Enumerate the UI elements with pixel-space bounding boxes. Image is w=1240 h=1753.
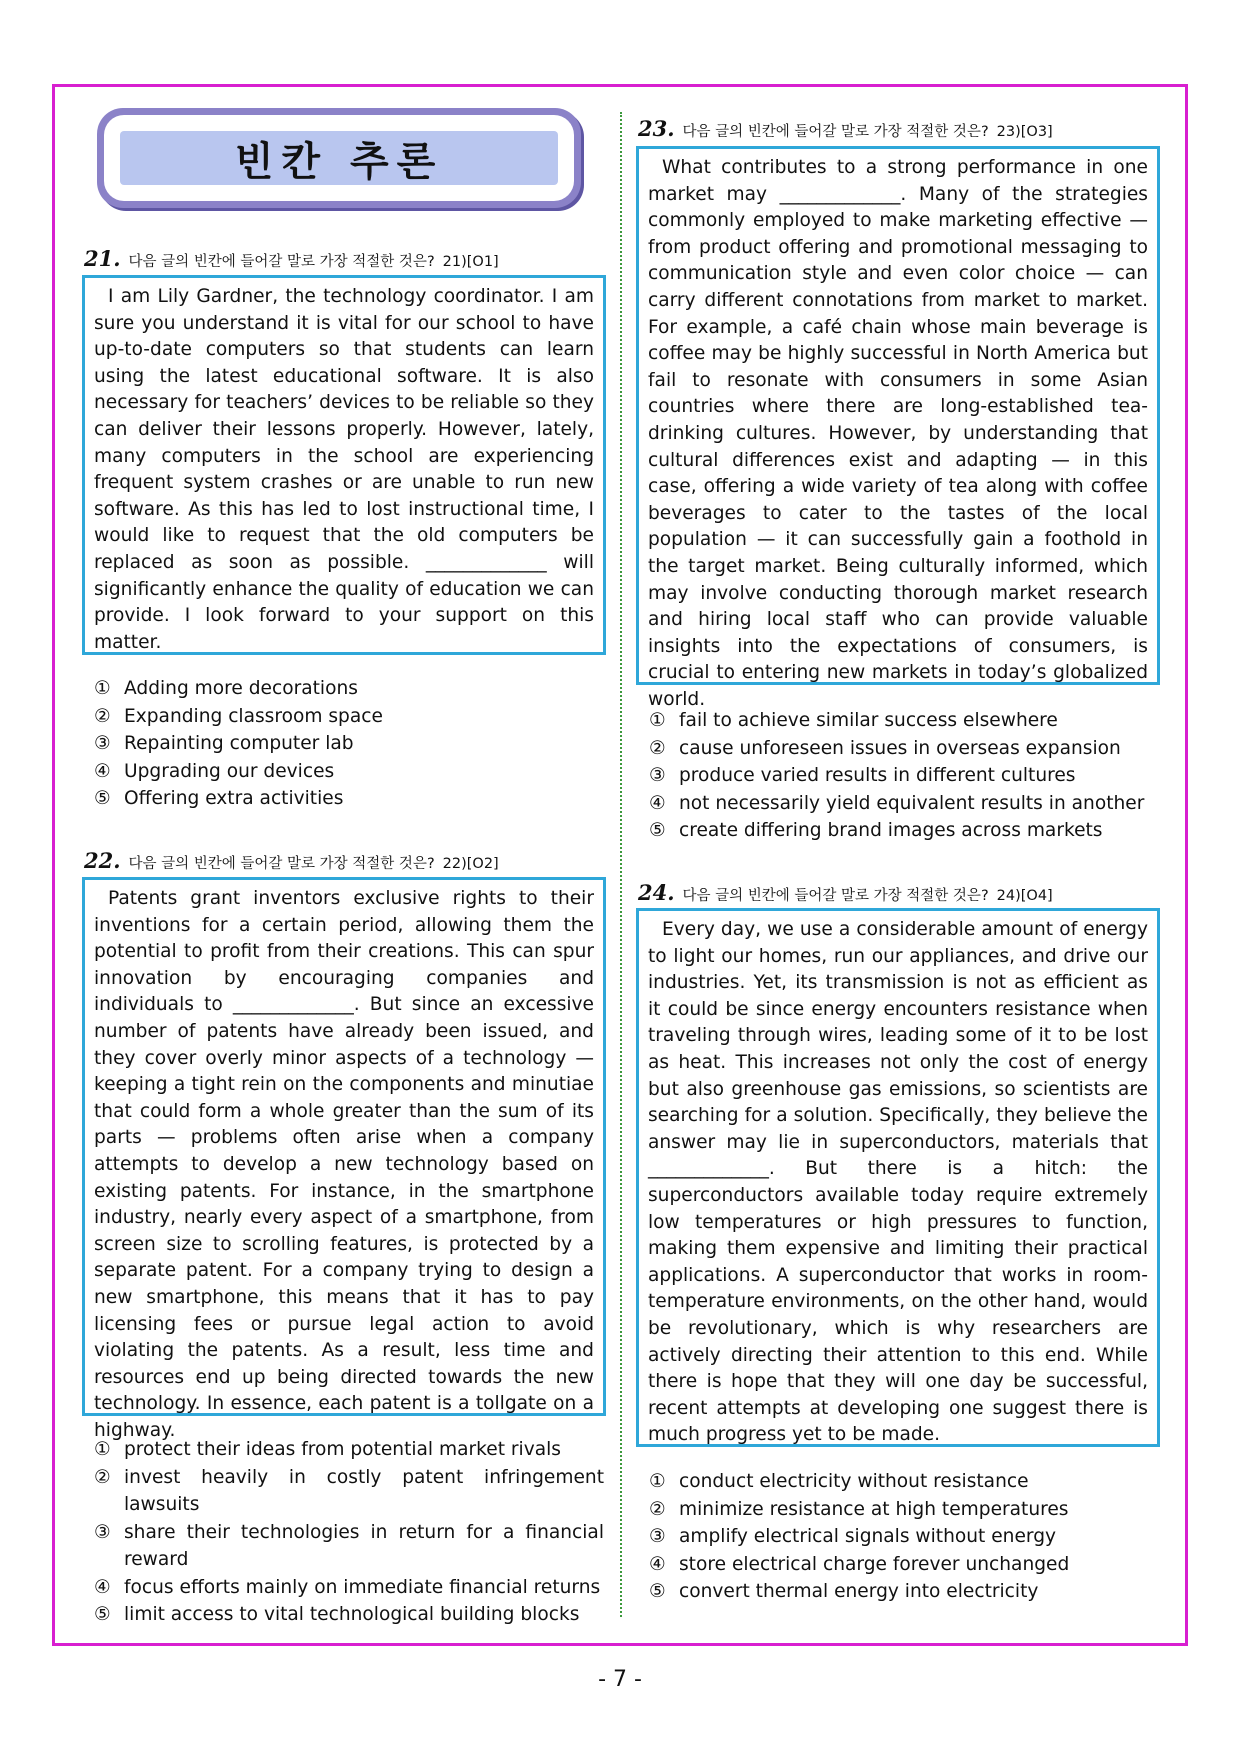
question-24-passage-box [636, 908, 1160, 1447]
question-code: 21)[O1] [442, 254, 499, 270]
option[interactable] [94, 1574, 604, 1602]
option-text: produce varied results in different cultures [679, 765, 1076, 786]
option-marker: ① [649, 710, 666, 731]
question-prompt: 다음 글의 빈칸에 들어갈 말로 가장 적절한 것은? [128, 254, 435, 270]
question-code: 22)[O2] [442, 856, 499, 872]
option-text: share their technologies in return for a financial reward [124, 1521, 604, 1570]
question-prompt: 다음 글의 빈칸에 들어갈 말로 가장 적절한 것은? [682, 124, 989, 140]
option-marker: ④ [649, 792, 666, 814]
option-text: Upgrading our devices [124, 760, 335, 782]
option-marker: ⑤ [649, 1581, 666, 1602]
option-marker: ② [94, 705, 111, 727]
option-text: create differing brand images across markets [679, 820, 1103, 841]
option-text: protect their ideas from potential market rivals [124, 1439, 561, 1460]
option-marker: ④ [94, 1576, 111, 1598]
option-text: Expanding classroom space [124, 705, 383, 727]
option-text: fail to achieve similar success elsewhere [679, 710, 1058, 731]
option[interactable] [649, 735, 1161, 763]
option-marker: ① [649, 1471, 666, 1492]
question-22-passage-box [82, 877, 606, 1441]
option-marker: ① [94, 678, 111, 699]
option[interactable] [649, 1523, 1161, 1551]
passage-text: Patents grant inventors exclusive rights to their inventions for a certain period, allowing them the potential to profit from their creations. This can spur innovation by encouraging companies and individuals to _____________. But since an excessive number of patents have already been issued, and they cover overly minor aspects of a technology — keeping a tight rein on the components and minutiae that could form a whole greater than the sum of its parts — problems often arise when a company attempts to develop a new technology based on existing patents. For instance, in the smartphone industry, nearly every aspect of a smartphone, from screen size to scrolling features, is protected by a separate patent. For a company trying to design a new smartphone, this means that it has to pay licensing fees or pursue legal action to avoid violating the patents. As a result, less time and resources end up being directed towards the new technology. In essence, each patent is a tollgate on a highway. [94, 888, 594, 1441]
option-marker: ① [94, 1439, 111, 1460]
question-23-passage-box [636, 146, 1160, 710]
option-text: Repainting computer lab [124, 733, 354, 754]
option-marker: ⑤ [94, 788, 111, 809]
option-text: store electrical charge forever unchanged [679, 1553, 1070, 1575]
question-prompt: 다음 글의 빈칸에 들어갈 말로 가장 적절한 것은? [682, 888, 989, 904]
question-22-options [94, 1436, 604, 1629]
question-number: 21. [84, 246, 121, 271]
question-21-options [94, 675, 606, 813]
option[interactable] [649, 1578, 1161, 1606]
option-marker: ② [94, 1466, 111, 1488]
option[interactable] [94, 675, 606, 703]
question-code: 23)[O3] [996, 124, 1053, 140]
option[interactable] [649, 790, 1161, 818]
option-marker: ⑤ [649, 820, 666, 841]
option[interactable] [94, 1519, 604, 1574]
option-text: focus efforts mainly on immediate financial returns [124, 1576, 601, 1598]
question-24-options [649, 1468, 1161, 1606]
passage-text: What contributes to a strong performance in one market may _____________. Many of the strategies commonly employed to make marketing effective — from product offering and promotional messaging to communication style and even color choice — can carry different connotations from market to market. For example, a café chain whose main beverage is coffee may be highly successful in North America but fail to resonate with consumers in some Asian countries where there are long-established tea-drinking cultures. However, by understanding that cultural differences exist and adapting — in this case, offering a wide variety of tea along with coffee beverages to cater to the tastes of the local population — it can successfully gain a foothold in the target market. Being culturally informed, which may involve conducting thorough market research and hiring local staff who can provide valuable insights into the expectations of consumers, is crucial to entering new markets in today’s globalized world. [648, 157, 1148, 710]
option-text: conduct electricity without resistance [679, 1471, 1029, 1492]
question-number: 24. [638, 880, 675, 905]
section-banner [97, 108, 581, 208]
option-text: Offering extra activities [124, 788, 344, 809]
passage-text: I am Lily Gardner, the technology coordinator. I am sure you understand it is vital for our school to have up-to-date computers so that students can learn using the latest educational software. It is also necessary for teachers’ devices to be reliable so they can deliver their lessons properly. However, lately, many computers in the school are experiencing frequent system crashes or are unable to run new software. As this has led to lost instructional time, I would like to request that the old computers be replaced as soon as possible. _____________ will significantly enhance the quality of education we can provide. I look forward to your support on this matter. [94, 286, 594, 653]
option-marker: ③ [94, 1521, 111, 1543]
question-number: 22. [84, 848, 121, 873]
option[interactable] [649, 762, 1161, 790]
question-23-header [638, 116, 1053, 141]
option-text: minimize resistance at high temperatures [679, 1498, 1069, 1520]
column-divider [620, 112, 622, 1617]
option[interactable] [649, 817, 1161, 845]
option-text: Adding more decorations [124, 678, 358, 699]
option[interactable] [649, 1496, 1161, 1524]
question-prompt: 다음 글의 빈칸에 들어갈 말로 가장 적절한 것은? [128, 856, 435, 872]
option-marker: ③ [649, 765, 666, 786]
option[interactable] [94, 758, 606, 786]
option[interactable] [94, 1464, 604, 1519]
option-marker: ② [649, 1498, 666, 1520]
option-text: convert thermal energy into electricity [679, 1581, 1039, 1602]
question-code: 24)[O4] [996, 888, 1053, 904]
option-text: amplify electrical signals without energy [679, 1526, 1057, 1547]
question-21-header [84, 246, 499, 271]
option[interactable] [94, 730, 606, 758]
option[interactable] [649, 1468, 1161, 1496]
section-title: 빈칸 추론 [234, 138, 444, 185]
passage-text: Every day, we use a considerable amount of energy to light our homes, run our appliances, and drive our industries. Yet, its transmission is not as efficient as it could be since energy encounters resistance when traveling through wires, leading some of it to be lost as heat. This increases not only the cost of energy but also greenhouse gas emissions, so scientists are searching for a solution. Specifically, they believe the answer may lie in superconductors, materials that _____________. But there is a hitch: the superconductors available today require extremely low temperatures or high pressures to function, making them expensive and limiting their practical applications. A superconductor that works in room-temperature environments, on the other hand, would be revolutionary, which is why researchers are actively directing their attention to this end. While there is hope that they will one day be successful, recent attempts at developing one suggest there is much progress yet to be made. [648, 919, 1148, 1446]
option[interactable] [649, 1551, 1161, 1579]
question-24-header [638, 880, 1053, 905]
question-22-header [84, 848, 499, 873]
option-text: cause unforeseen issues in overseas expansion [679, 737, 1121, 759]
question-23-options [649, 707, 1161, 845]
option-marker: ⑤ [94, 1604, 111, 1625]
option[interactable] [94, 785, 606, 813]
option[interactable] [94, 703, 606, 731]
option-text: limit access to vital technological building blocks [124, 1604, 580, 1625]
option[interactable] [94, 1601, 604, 1629]
option-marker: ③ [649, 1526, 666, 1547]
option-marker: ④ [94, 760, 111, 782]
option-text: not necessarily yield equivalent results in another [679, 792, 1145, 814]
option-marker: ③ [94, 733, 111, 754]
page-number: - 7 - [598, 1667, 642, 1692]
option-marker: ② [649, 737, 666, 759]
option-marker: ④ [649, 1553, 666, 1575]
option[interactable] [649, 707, 1161, 735]
option[interactable] [94, 1436, 604, 1464]
question-21-passage-box [82, 275, 606, 655]
question-number: 23. [638, 116, 675, 141]
option-text: invest heavily in costly patent infringement lawsuits [124, 1466, 604, 1515]
